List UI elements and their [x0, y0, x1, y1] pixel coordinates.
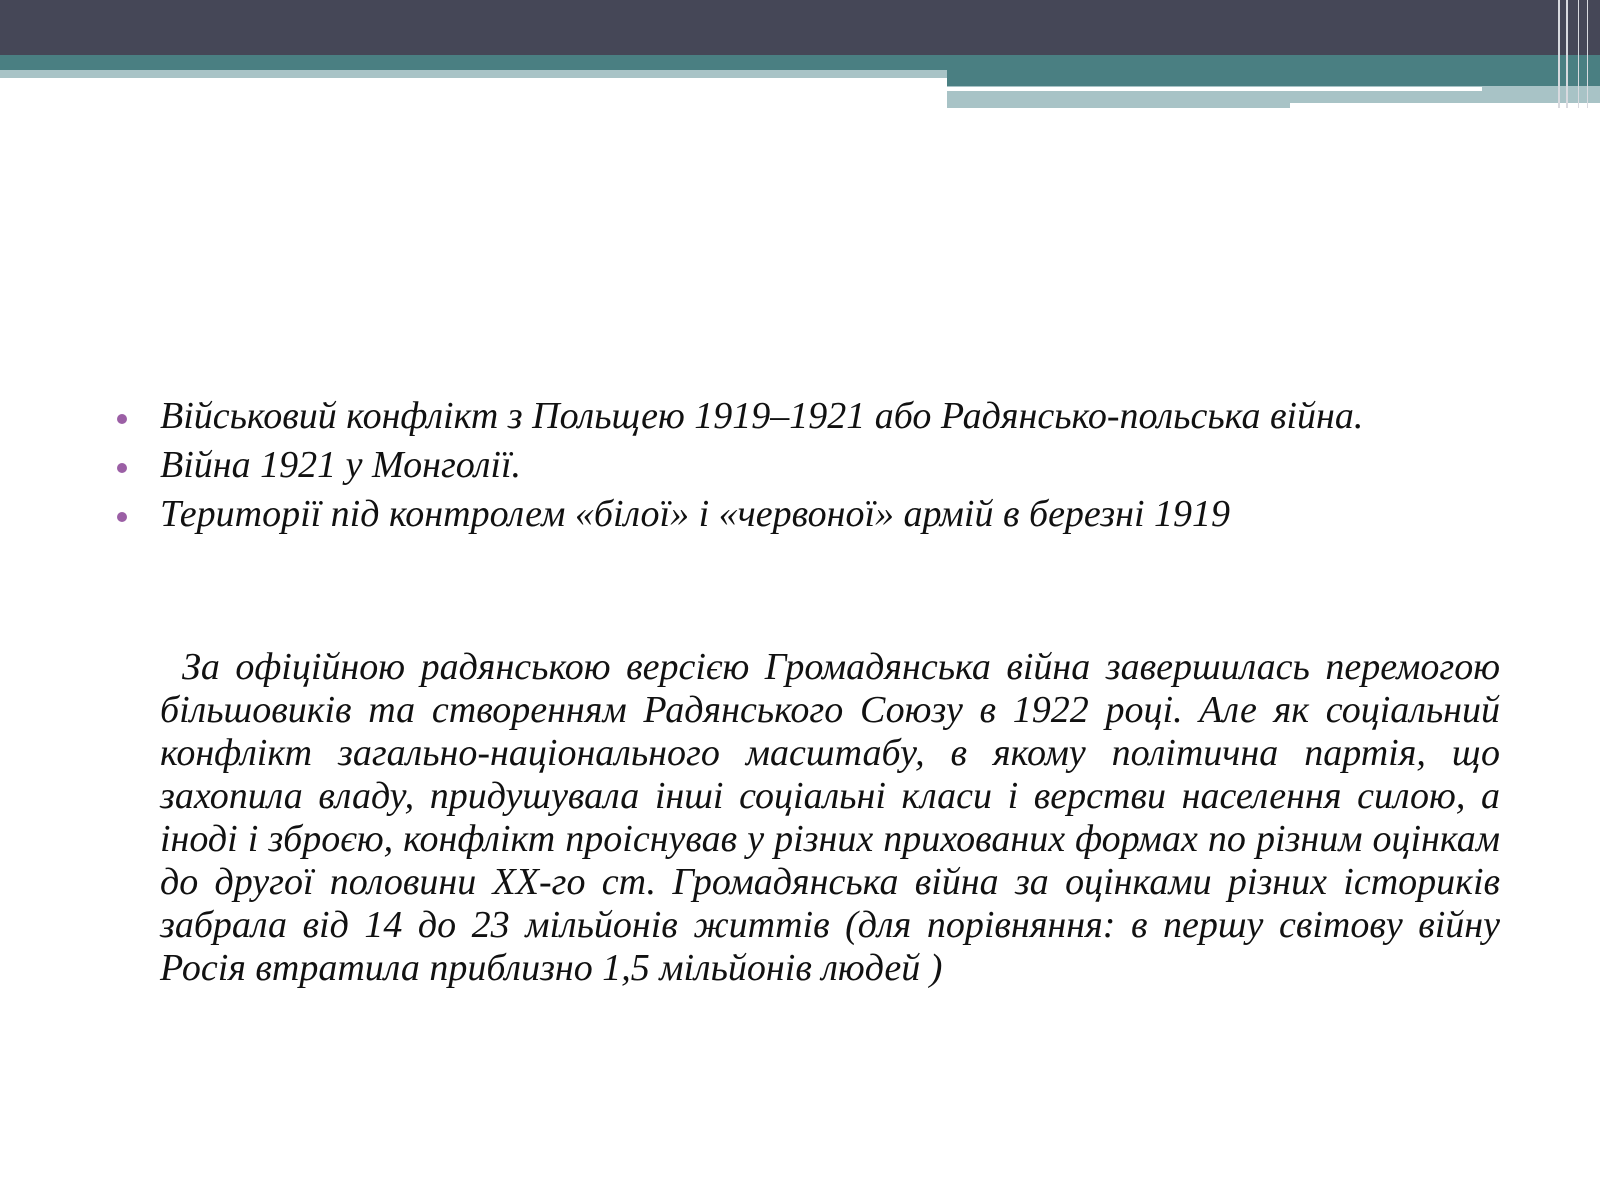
header-band-teal-right [947, 70, 1600, 86]
bullet-dot-icon [117, 414, 127, 424]
header-divider-line [947, 87, 1482, 91]
bullet-dot-icon [117, 512, 127, 522]
body-paragraph: За офіційною радянською версією Громадянська війна завершилась перемогою більшовиків та створенням Радянського Союзу в 1922 році. Але як соціальний конфлікт загально-національного масштабу, в якому політична партія, що захопила владу, придушувала інші соціальні класи і верстви населення силою, а іноді і зброєю, конфлікт проіснував у різних прихованих формах по різним оцінкам до другої половини XX-го ст. Громадянська війна за оцінками різних істориків забрала від 14 до 23 мільйонів життів (для порівняння: в першу світову війну Росія втратила приблизно 1,5 мільйонів людей ) [160, 646, 1500, 989]
list-item [110, 493, 1510, 536]
list-item [110, 395, 1510, 438]
bullet-text: Території під контролем «білої» і «червоної» армій в березні 1919 [160, 493, 1231, 535]
bullet-dot-icon [117, 463, 127, 473]
edge-stripes-decoration [1554, 0, 1600, 108]
header-band-teal [0, 55, 1600, 70]
header-band-dark [0, 0, 1600, 55]
bullet-list [110, 395, 1510, 536]
bullet-text: Війна 1921 у Монголії. [160, 444, 522, 486]
header-band-light-left [0, 70, 947, 78]
slide-content [110, 395, 1510, 990]
bullet-text: Військовий конфлікт з Польщею 1919–1921 або Радянсько-польська війна. [160, 395, 1364, 437]
list-item [110, 444, 1510, 487]
